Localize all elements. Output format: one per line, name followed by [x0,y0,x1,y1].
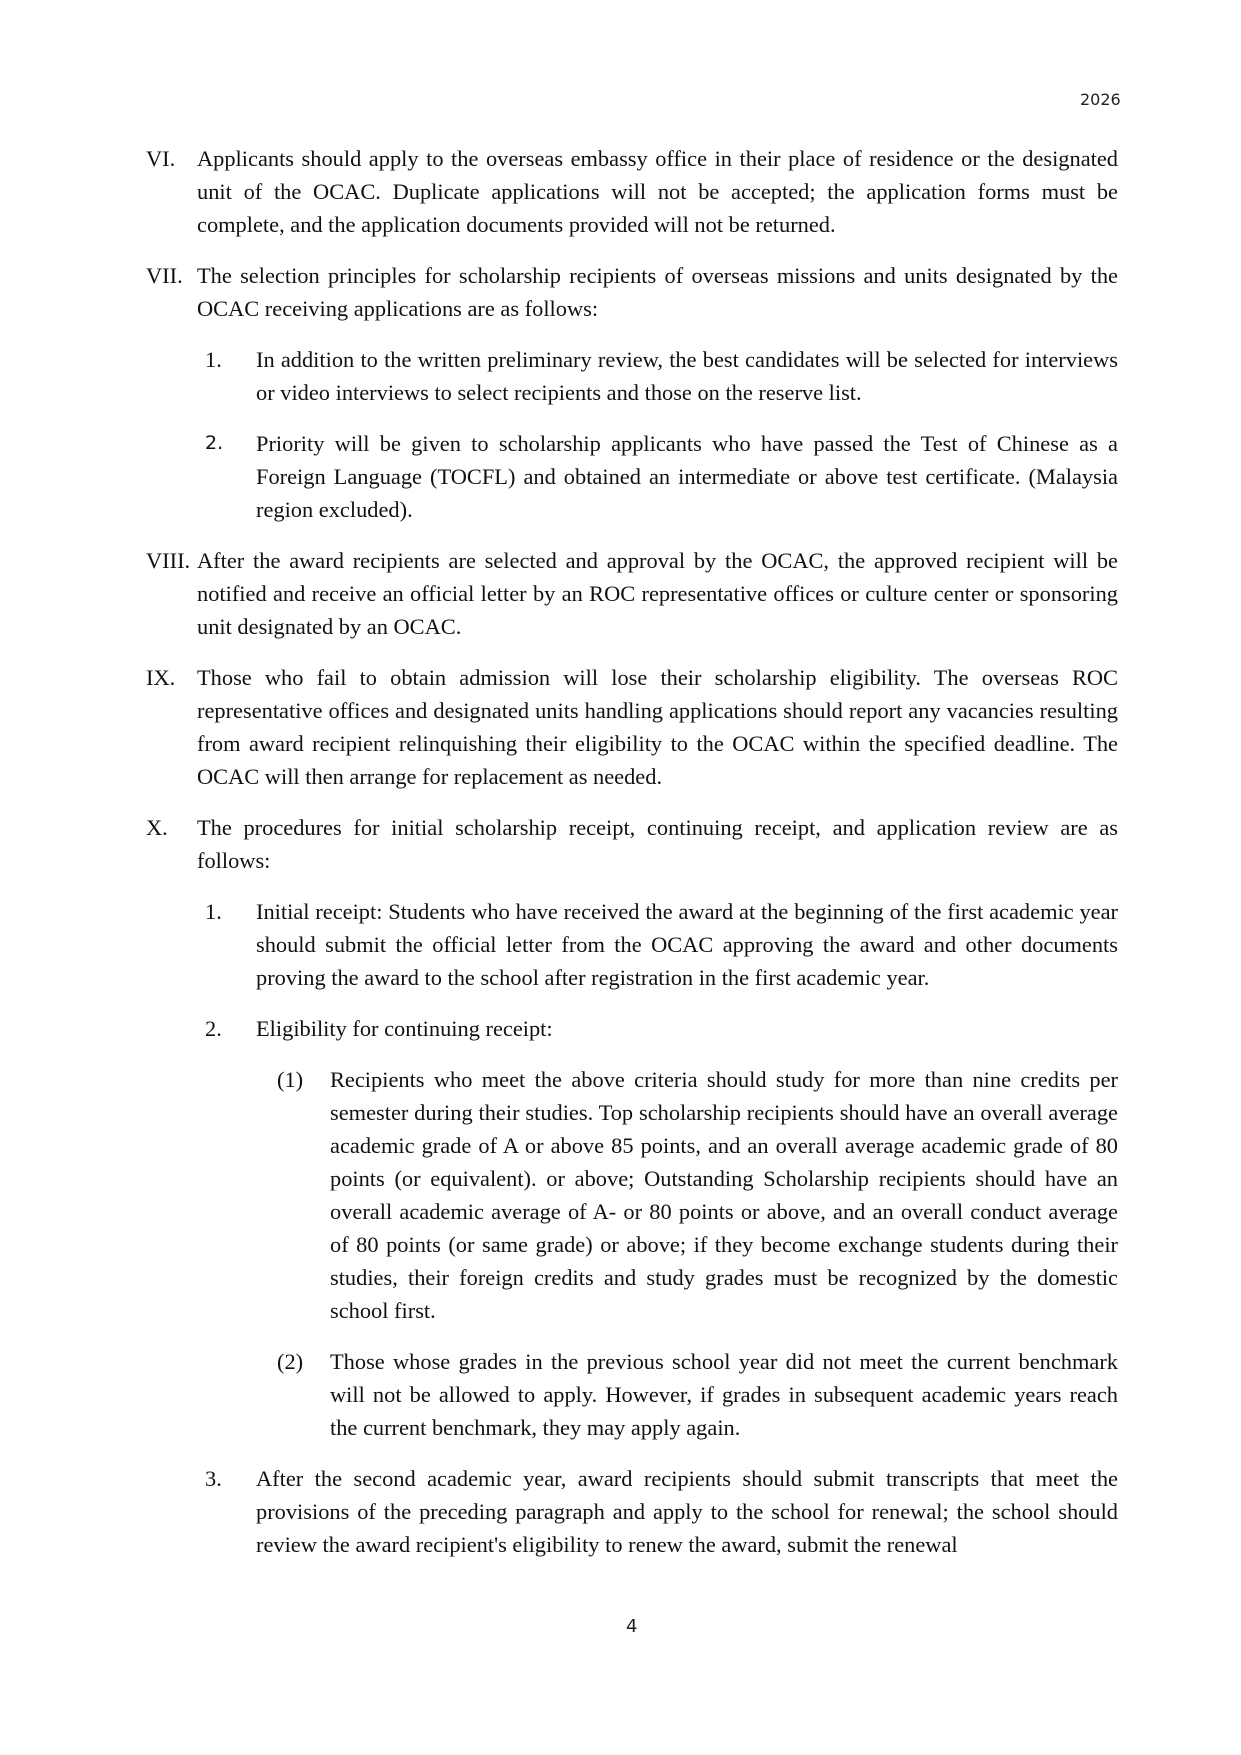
section-ix [146,661,1118,793]
page-number: 4 [626,1616,638,1637]
section-text: The selection principles for scholarship recipients of overseas missions and units designated by the OCAC receiving applications are as follows: [197,263,1118,321]
section-vii-item-2 [146,427,1118,526]
section-label: VIII. [146,548,191,573]
section-vii [146,259,1118,325]
document-body [146,142,1118,1579]
section-x [146,811,1118,877]
header-year: 2026 [1080,90,1121,109]
section-vi [146,142,1118,241]
item-text: Initial receipt: Students who have received the award at the beginning of the first academic year should submit the official letter from the OCAC approving the award and other documents proving the award to the school after registration in the first academic year. [256,899,1118,990]
section-label: IX. [146,665,176,690]
item-text: Priority will be given to scholarship applicants who have passed the Test of Chinese as a Foreign Language (TOCFL) and obtained an intermediate or above test certificate. (Malaysia region excluded). [256,431,1118,522]
subitem-text: Those whose grades in the previous school year did not meet the current benchmark will not be allowed to apply. However, if grades in subsequent academic years reach the current benchmark, they may apply again. [330,1349,1118,1440]
section-label: VI. [146,146,176,171]
section-label: VII. [146,263,183,288]
item-label: 3. [205,1466,222,1491]
item-label: 2. [205,1016,222,1041]
section-text: Those who fail to obtain admission will lose their scholarship eligibility. The overseas ROC representative offices and designated units handling applications should report any vacancies resulting from award recipient relinquishing their eligibility to the OCAC within the specified deadline. The OCAC will then arrange for replacement as needed. [197,665,1118,789]
item-text: Eligibility for continuing receipt: [256,1016,553,1041]
item-text: After the second academic year, award recipients should submit transcripts that meet the provisions of the preceding paragraph and apply to the school for renewal; the school should review the award recipient's eligibility to renew the award, submit the renewal [256,1466,1118,1557]
section-x-item-3 [146,1462,1118,1561]
subitem-text: Recipients who meet the above criteria should study for more than nine credits per semester during their studies. Top scholarship recipients should have an overall average academic grade of A or above 85 points, and an overall average academic grade of 80 points (or equivalent). or above; Outstanding Scholarship recipients should have an overall academic average of A- or 80 points or above, and an overall conduct average of 80 points (or same grade) or above; if they become exchange students during their studies, their foreign credits and study grades must be recognized by the domestic school first. [330,1067,1118,1323]
section-x-item-2-subitem-2 [146,1345,1118,1444]
section-viii [146,544,1118,643]
item-label: 1. [205,347,222,372]
item-text: In addition to the written preliminary review, the best candidates will be selected for interviews or video interviews to select recipients and those on the reserve list. [256,347,1118,405]
section-x-item-2 [146,1012,1118,1045]
item-label: 1. [205,899,222,924]
item-label: 2. [205,432,224,454]
subitem-label: (2) [277,1349,304,1374]
section-vii-item-1 [146,343,1118,409]
section-text: Applicants should apply to the overseas embassy office in their place of residence or the designated unit of the OCAC. Duplicate applications will not be accepted; the application forms must be complete, and the application documents provided will not be returned. [197,146,1118,237]
section-x-item-2-subitem-1 [146,1063,1118,1327]
section-label: X. [146,815,168,840]
subitem-label: (1) [277,1067,304,1092]
section-x-item-1 [146,895,1118,994]
section-text: The procedures for initial scholarship receipt, continuing receipt, and application review are as follows: [197,815,1118,873]
section-text: After the award recipients are selected and approval by the OCAC, the approved recipient will be notified and receive an official letter by an ROC representative offices or culture center or sponsoring unit designated by an OCAC. [197,548,1118,639]
